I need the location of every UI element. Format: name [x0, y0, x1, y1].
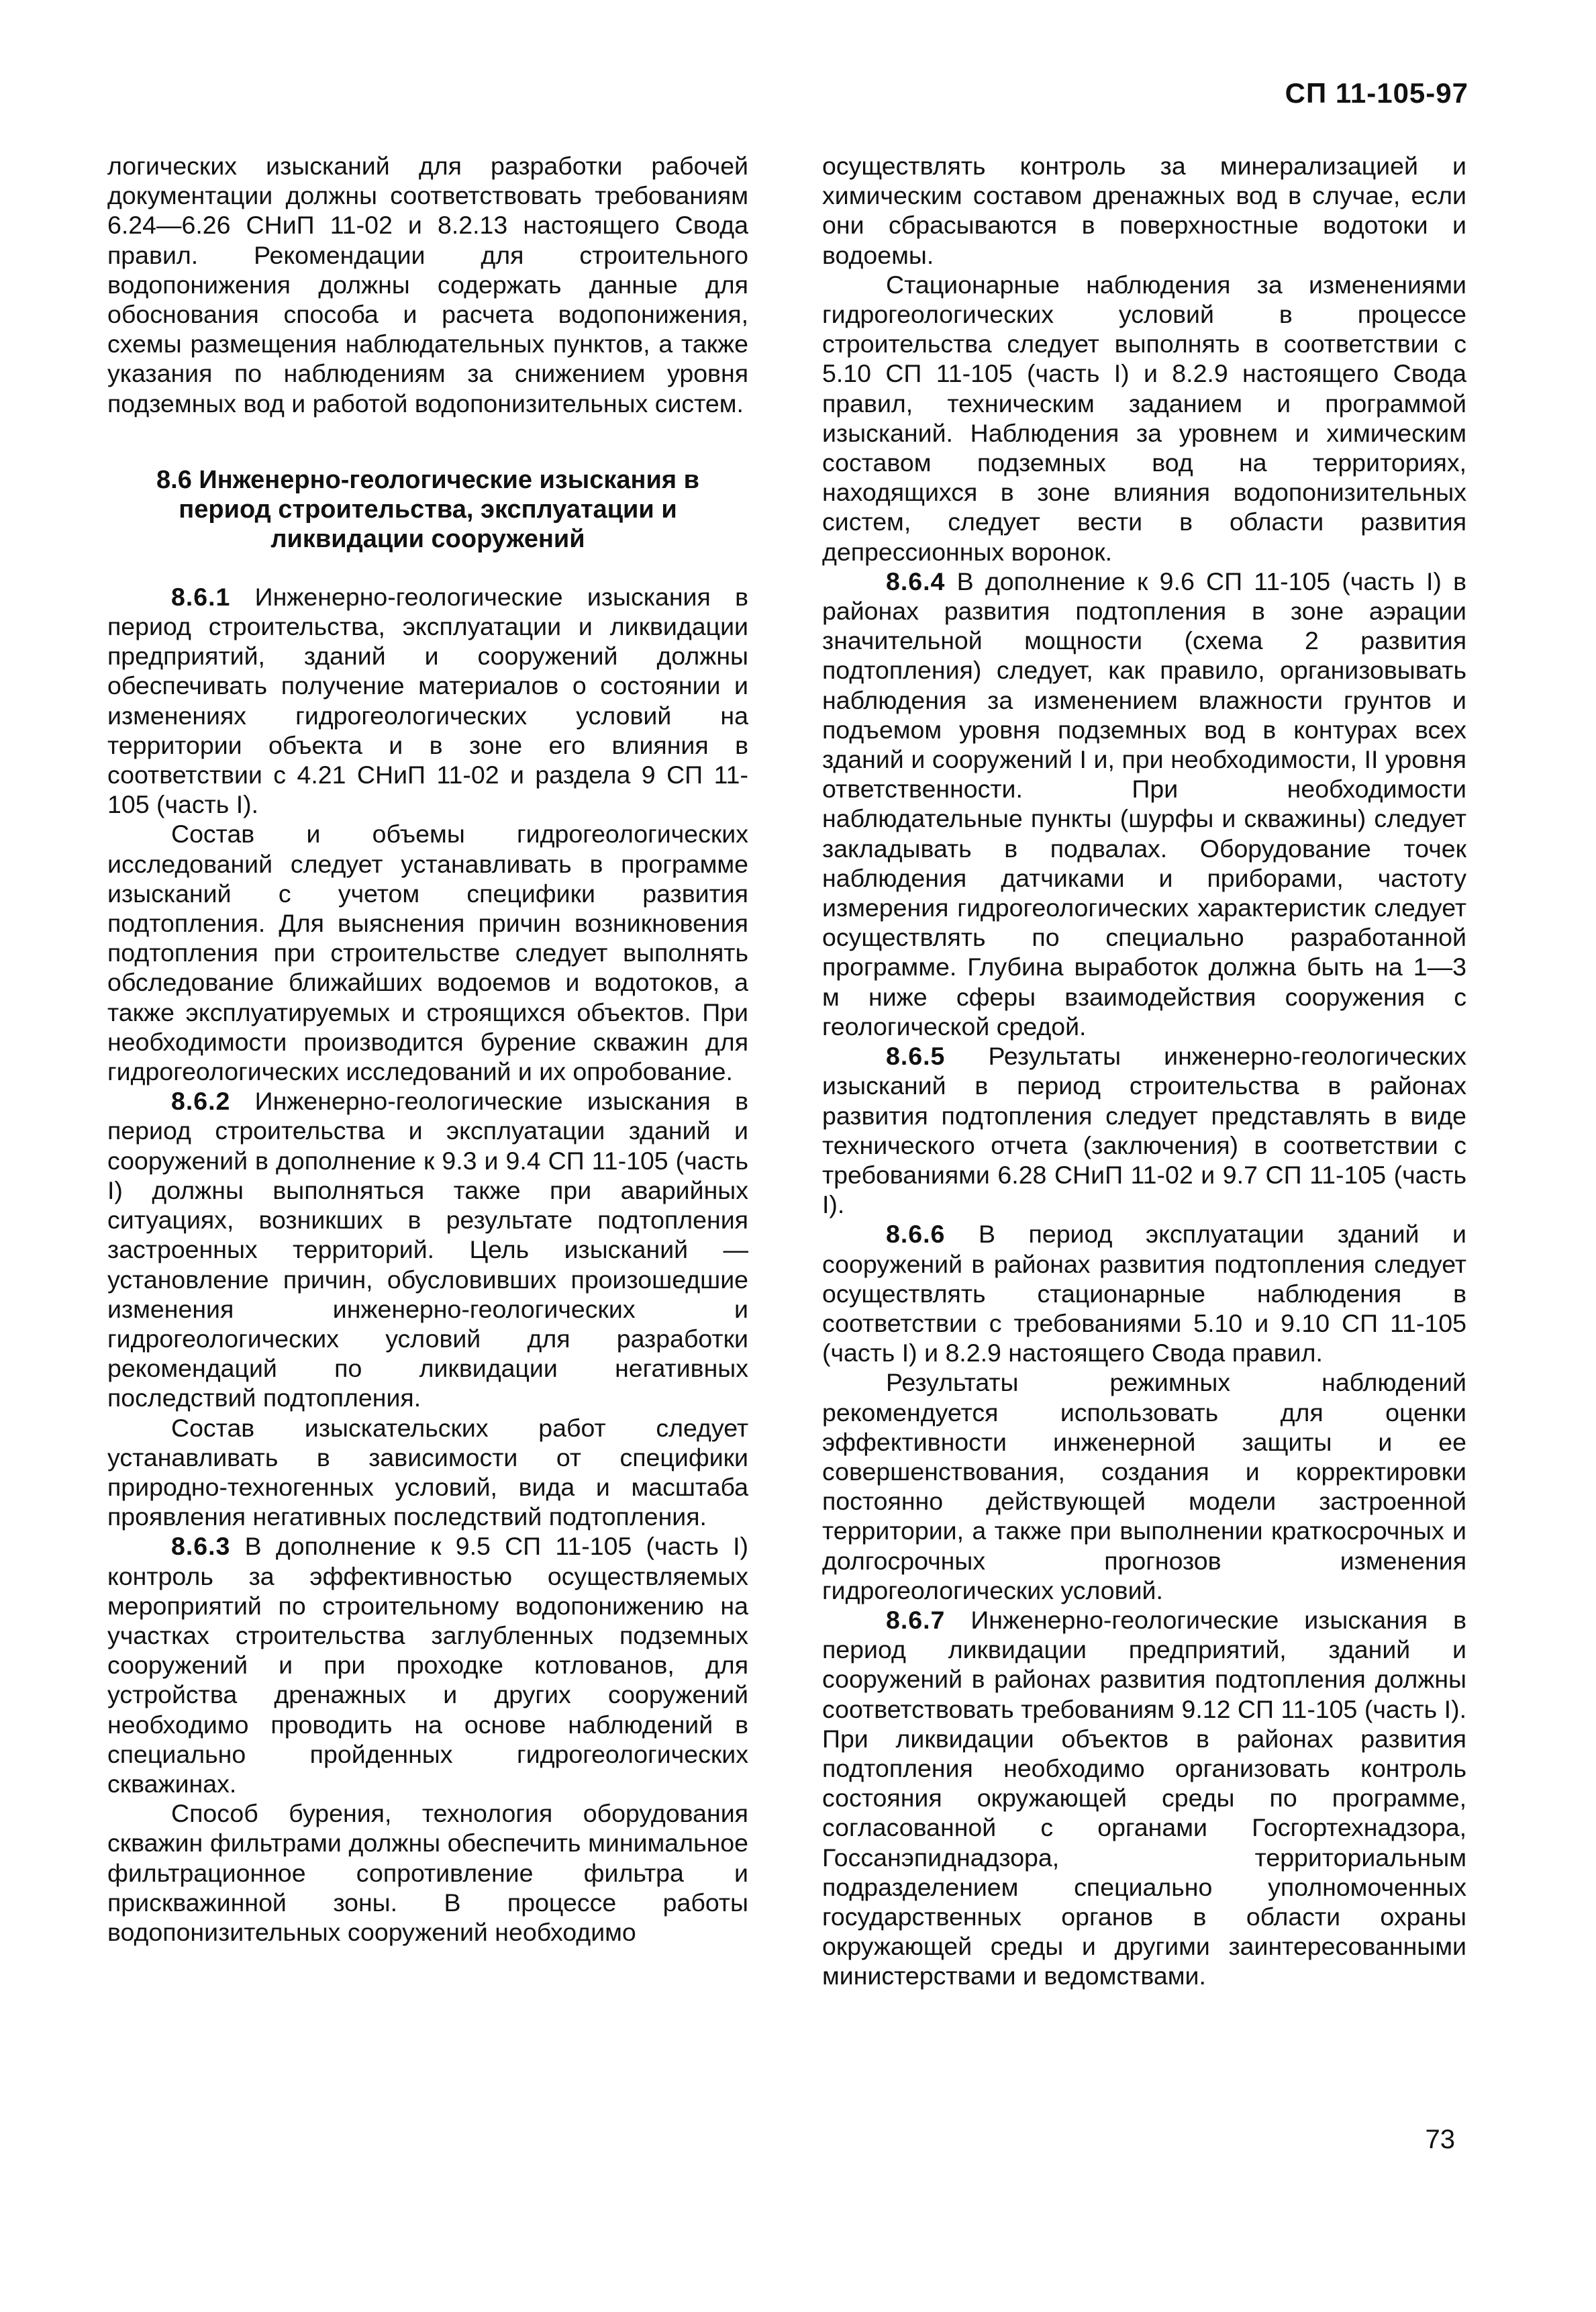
paragraph-continuation: осуществлять контроль за минерализацией и химическим составом дренажных вод в случае, если они сбрасываются в поверхностные водотоки и водоемы.: [822, 152, 1466, 269]
clause-number: 8.6.2: [171, 1087, 231, 1116]
paragraph-text: Инженерно-геологические изыскания в период строительства, эксплуатации и ликвидации предприятий, зданий и сооружений должны обеспечивать получение материалов о состоянии и изменениях гидрогеологических условий на территории объекта и в зоне его влияния в соответствии с 4.21 СНиП 11-02 и раздела 9 СП 11-105 (часть I).: [107, 582, 748, 819]
clause-number: 8.6.5: [886, 1042, 946, 1071]
clause-number: 8.6.3: [171, 1532, 231, 1561]
paragraph-8-6-6-b: Результаты режимных наблюдений рекомендуется использовать для оценки эффективности инженерной защиты и ее совершенствования, создания и корректировки постоянно действующей модели застроенной территории, а также при выполнении краткосрочных и долгосрочных прогнозов изменения гидрогеологических условий.: [822, 1368, 1466, 1604]
paragraph-8-6-5: [822, 1041, 1466, 1219]
paragraph-8-6-2: [107, 1086, 748, 1412]
paragraph-8-6-3-b: Способ бурения, технология оборудования скважин фильтрами должны обеспечить минимальное фильтрационное сопротивление фильтра и прискважинной зоны. В процессе работы водопонизительных сооружений необходимо: [107, 1799, 748, 1946]
document-code-header: СП 11-105-97: [1285, 77, 1468, 109]
paragraph-8-6-1-b: Состав и объемы гидрогеологических исследований следует устанавливать в программе изысканий с учетом специфики развития подтопления. Для выяснения причин возникновения подтопления при строительстве следует выполнять обследование ближайших водоемов и водотоков, а также эксплуатируемых и строящихся объектов. При необходимости производится бурение скважин для гидрогеологических исследований и их опробование.: [107, 820, 748, 1086]
paragraph-text: Инженерно-геологические изыскания в период ликвидации предприятий, зданий и сооружений в районах развития подтопления должны соответствовать требованиям 9.12 СП 11-105 (часть I). При ликвидации объектов в районах развития подтопления необходимо организовать контроль состояния окружающей среды по программе, согласованной с органами Госгортехнадзора, Госсанэпиднадзора, территориальным подразделением специально уполномоченных государственных органов в области охраны окружающей среды и другими заинтересованными министерствами и ведомствами.: [822, 1605, 1466, 1990]
section-heading-8-6: 8.6 Инженерно-геологические изыскания в период строительства, эксплуатации и ликвидации сооружений: [156, 465, 699, 553]
clause-number: 8.6.4: [886, 567, 946, 595]
paragraph-8-6-2-b: Состав изыскательских работ следует устанавливать в зависимости от специфики природно-техногенных условий, вида и масштаба проявления негативных последствий подтопления.: [107, 1413, 748, 1531]
left-column: [107, 151, 748, 1947]
paragraph-text: В дополнение к 9.5 СП 11-105 (часть I) контроль за эффективностью осуществляемых мероприятий по строительному водопонижению на участках строительства заглубленных подземных сооружений и при проходке котлованов, для устройства дренажных и других сооружений необходимо проводить на основе наблюдений в специально пройденных гидрогеологических скважинах.: [107, 1532, 748, 1798]
paragraph-text: В период эксплуатации зданий и сооружений в районах развития подтопления следует осуществлять стационарные наблюдения в соответствии с требованиями 5.10 и 9.10 СП 11-105 (часть I) и 8.2.9 настоящего Свода правил.: [822, 1220, 1466, 1367]
page-number: 73: [1425, 2125, 1455, 2154]
right-column: [822, 151, 1466, 1991]
paragraph-8-6-3: [107, 1531, 748, 1798]
paragraph-8-6-1: [107, 582, 748, 820]
paragraph-8-6-7: [822, 1605, 1466, 1991]
paragraph-8-6-4: [822, 567, 1466, 1041]
clause-number: 8.6.7: [886, 1605, 946, 1634]
paragraph-8-6-6: [822, 1219, 1466, 1367]
clause-number: 8.6.6: [886, 1220, 946, 1249]
paragraph-text: Результаты инженерно-геологических изысканий в период строительства в районах развития подтопления следует представлять в виде технического отчета (заключения) в соответствии с требованиями 6.28 СНиП 11-02 и 9.7 СП 11-105 (часть I).: [822, 1042, 1466, 1219]
paragraph-text: Инженерно-геологические изыскания в период строительства и эксплуатации зданий и сооружений в дополнение к 9.3 и 9.4 СП 11-105 (часть I) должны выполняться также при аварийных ситуациях, возникших в результате подтопления застроенных территорий. Цель изысканий — установление причин, обусловивших произошедшие изменения инженерно-геологических и гидрогеологических условий для разработки рекомендаций по ликвидации негативных последствий подтопления.: [107, 1087, 748, 1412]
paragraph-intro-continuation: логических изысканий для разработки рабочей документации должны соответствовать требованиям 6.24—6.26 СНиП 11-02 и 8.2.13 настоящего Свода правил. Рекомендации для строительного водопонижения должны содержать данные для обоснования способа и расчета водопонижения, схемы размещения наблюдательных пунктов, а также указания по наблюдениям за снижением уровня подземных вод и работой водопонизительных систем.: [107, 152, 748, 418]
paragraph-text: В дополнение к 9.6 СП 11-105 (часть I) в районах развития подтопления в зоне аэрации значительной мощности (схема 2 развития подтопления) следует, как правило, организовывать наблюдения за изменением влажности грунтов и подъемом уровня подземных вод в контурах всех зданий и сооружений I и, при необходимости, II уровня ответственности. При необходимости наблюдательные пункты (шурфы и скважины) следует закладывать в подвалах. Оборудование точек наблюдения датчиками и приборами, частоту измерения гидрогеологических характеристик следует осуществлять по специально разработанной программе. Глубина выработок должна быть на 1—3 м ниже сферы взаимодействия сооружения с геологической средой.: [822, 567, 1466, 1041]
paragraph-stationary-observations: Стационарные наблюдения за изменениями гидрогеологических условий в процессе строительства следует выполнять в соответствии с 5.10 СП 11-105 (часть I) и 8.2.9 настоящего Свода правил, техническим заданием и программой изысканий. Наблюдения за уровнем и химическим составом подземных вод на территориях, находящихся в зоне влияния водопонизительных систем, следует вести в области развития депрессионных воронок.: [822, 270, 1466, 566]
clause-number: 8.6.1: [171, 582, 231, 611]
